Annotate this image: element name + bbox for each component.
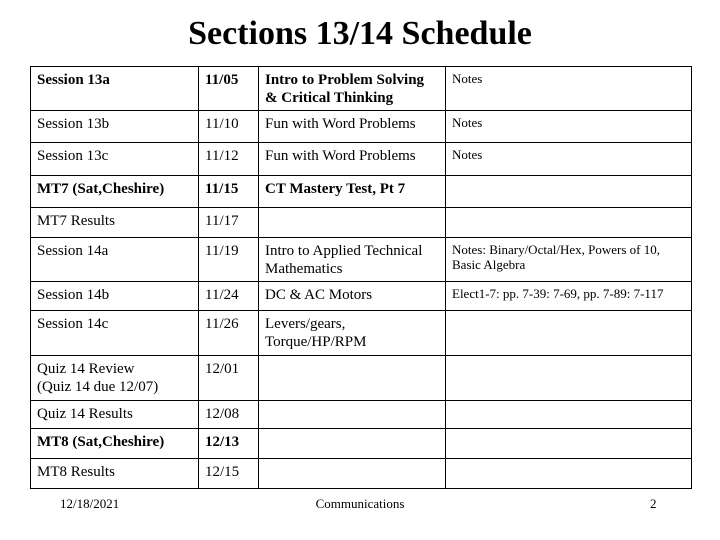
session-cell: Session 13b [31,111,199,143]
session-cell: Quiz 14 Results [31,401,199,429]
notes-cell: Notes [446,67,692,111]
notes-cell [446,176,692,208]
session-cell: MT7 (Sat,Cheshire) [31,176,199,208]
date-cell: 11/26 [199,311,259,356]
topic-cell [259,208,446,238]
topic-cell: CT Mastery Test, Pt 7 [259,176,446,208]
page-number: 2 [650,496,657,511]
page-title: Sections 13/14 Schedule [188,15,532,52]
session-cell: MT7 Results [31,208,199,238]
table-row [31,67,692,111]
schedule-table [30,66,692,489]
topic-cell [259,429,446,459]
date-cell: 12/01 [199,356,259,401]
notes-cell [446,429,692,459]
table-row [31,311,692,356]
topic-cell: Fun with Word Problems [259,111,446,143]
session-cell: Session 13c [31,143,199,176]
session-cell: Session 14c [31,311,199,356]
table-row [31,208,692,238]
table-row [31,282,692,311]
date-cell: 11/19 [199,238,259,282]
topic-cell: Fun with Word Problems [259,143,446,176]
topic-cell [259,356,446,401]
table-row [31,143,692,176]
date-cell: 12/08 [199,401,259,429]
date-cell: 11/10 [199,111,259,143]
notes-cell: Notes [446,111,692,143]
table-row [31,356,692,401]
table-row [31,401,692,429]
date-cell: 11/17 [199,208,259,238]
topic-cell [259,401,446,429]
topic-cell: Intro to Applied Technical Mathematics [259,238,446,282]
topic-cell: Levers/gears, Torque/HP/RPM [259,311,446,356]
notes-cell [446,356,692,401]
date-cell: 11/12 [199,143,259,176]
date-cell: 11/05 [199,67,259,111]
topic-cell: DC & AC Motors [259,282,446,311]
topic-cell [259,459,446,489]
footer-date: 12/18/2021 [60,496,120,511]
date-cell: 11/24 [199,282,259,311]
notes-cell [446,401,692,429]
table-row [31,429,692,459]
session-cell: Session 13a [31,67,199,111]
topic-cell: Intro to Problem Solving & Critical Thinking [259,67,446,111]
notes-cell [446,311,692,356]
date-cell: 12/13 [199,429,259,459]
notes-cell [446,459,692,489]
date-cell: 12/15 [199,459,259,489]
session-cell: Session 14a [31,238,199,282]
table-row [31,459,692,489]
session-cell: Quiz 14 Review (Quiz 14 due 12/07) [31,356,199,401]
session-cell: MT8 Results [31,459,199,489]
notes-cell: Elect1-7: pp. 7-39: 7-69, pp. 7-89: 7-117 [446,282,692,311]
date-cell: 11/15 [199,176,259,208]
table-row [31,176,692,208]
notes-cell: Notes [446,143,692,176]
table-row [31,111,692,143]
table-row [31,238,692,282]
notes-cell [446,208,692,238]
notes-cell: Notes: Binary/Octal/Hex, Powers of 10, Basic Algebra [446,238,692,282]
footer-title: Communications [315,496,405,511]
session-cell: MT8 (Sat,Cheshire) [31,429,199,459]
session-cell: Session 14b [31,282,199,311]
